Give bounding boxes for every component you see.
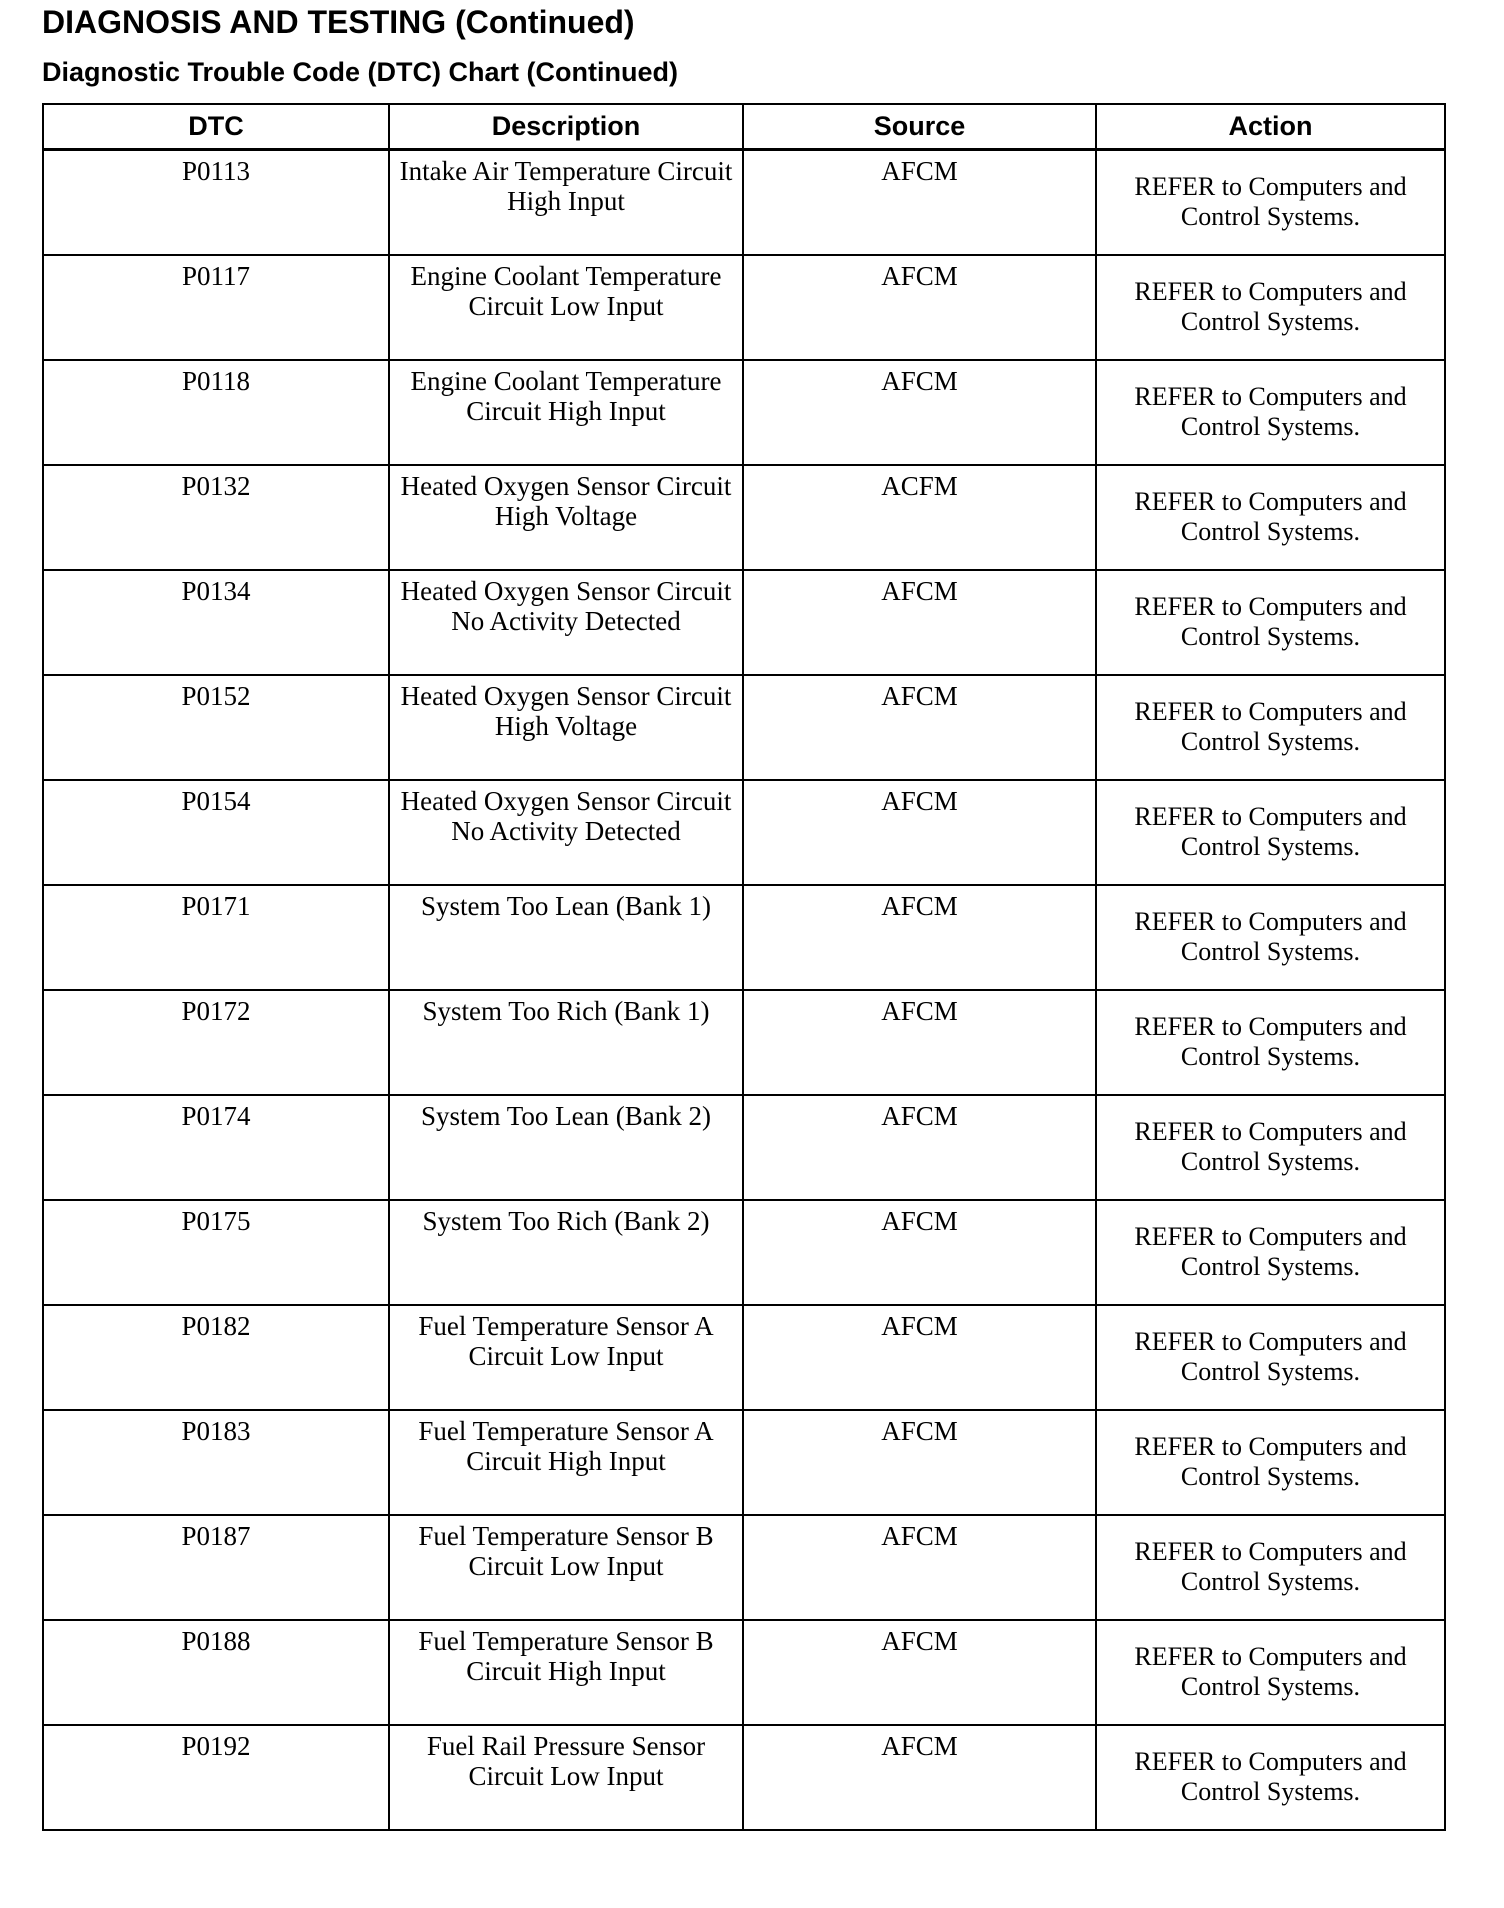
column-header-source: Source [743, 104, 1096, 150]
action-cell: REFER to Computers and Control Systems. [1096, 1515, 1445, 1620]
action-cell: REFER to Computers and Control Systems. [1096, 255, 1445, 360]
dtc-cell: P0134 [43, 570, 389, 675]
description-cell: System Too Lean (Bank 2) [389, 1095, 743, 1200]
dtc-cell: P0117 [43, 255, 389, 360]
table-row [43, 1095, 1445, 1200]
description-cell: Heated Oxygen Sensor Circuit No Activity Detected [389, 570, 743, 675]
table-row [43, 465, 1445, 570]
dtc-cell: P0118 [43, 360, 389, 465]
table-row [43, 1200, 1445, 1305]
action-cell: REFER to Computers and Control Systems. [1096, 1305, 1445, 1410]
description-cell: Engine Coolant Temperature Circuit Low Input [389, 255, 743, 360]
description-cell: Heated Oxygen Sensor Circuit High Voltage [389, 465, 743, 570]
source-cell: AFCM [743, 150, 1096, 255]
source-cell: AFCM [743, 1305, 1096, 1410]
source-cell: AFCM [743, 360, 1096, 465]
source-cell: ACFM [743, 465, 1096, 570]
dtc-cell: P0154 [43, 780, 389, 885]
table-row [43, 1725, 1445, 1830]
description-cell: Fuel Temperature Sensor A Circuit Low Input [389, 1305, 743, 1410]
chart-title: Diagnostic Trouble Code (DTC) Chart (Continued) [42, 57, 678, 87]
action-cell: REFER to Computers and Control Systems. [1096, 675, 1445, 780]
table-row [43, 1410, 1445, 1515]
dtc-cell: P0183 [43, 1410, 389, 1515]
source-cell: AFCM [743, 1095, 1096, 1200]
dtc-cell: P0113 [43, 150, 389, 255]
action-cell: REFER to Computers and Control Systems. [1096, 150, 1445, 255]
action-cell: REFER to Computers and Control Systems. [1096, 1725, 1445, 1830]
description-cell: Fuel Temperature Sensor A Circuit High Input [389, 1410, 743, 1515]
dtc-cell: P0192 [43, 1725, 389, 1830]
source-cell: AFCM [743, 1725, 1096, 1830]
description-cell: Fuel Temperature Sensor B Circuit Low Input [389, 1515, 743, 1620]
column-header-dtc: DTC [43, 104, 389, 150]
page-title: DIAGNOSIS AND TESTING (Continued) [42, 4, 635, 40]
description-cell: System Too Rich (Bank 2) [389, 1200, 743, 1305]
table-row [43, 885, 1445, 990]
action-cell: REFER to Computers and Control Systems. [1096, 1200, 1445, 1305]
table-row [43, 1305, 1445, 1410]
description-cell: System Too Lean (Bank 1) [389, 885, 743, 990]
description-cell: Engine Coolant Temperature Circuit High Input [389, 360, 743, 465]
column-header-description: Description [389, 104, 743, 150]
source-cell: AFCM [743, 990, 1096, 1095]
table-header-row [43, 104, 1445, 150]
action-cell: REFER to Computers and Control Systems. [1096, 885, 1445, 990]
source-cell: AFCM [743, 1410, 1096, 1515]
dtc-cell: P0132 [43, 465, 389, 570]
dtc-cell: P0188 [43, 1620, 389, 1725]
dtc-table [42, 103, 1446, 1831]
source-cell: AFCM [743, 1620, 1096, 1725]
description-cell: System Too Rich (Bank 1) [389, 990, 743, 1095]
dtc-cell: P0171 [43, 885, 389, 990]
description-cell: Heated Oxygen Sensor Circuit High Voltage [389, 675, 743, 780]
description-cell: Fuel Temperature Sensor B Circuit High Input [389, 1620, 743, 1725]
source-cell: AFCM [743, 780, 1096, 885]
column-header-action: Action [1096, 104, 1445, 150]
action-cell: REFER to Computers and Control Systems. [1096, 570, 1445, 675]
source-cell: AFCM [743, 885, 1096, 990]
dtc-cell: P0152 [43, 675, 389, 780]
table-row [43, 360, 1445, 465]
table-body [43, 150, 1445, 1830]
action-cell: REFER to Computers and Control Systems. [1096, 1095, 1445, 1200]
source-cell: AFCM [743, 1200, 1096, 1305]
action-cell: REFER to Computers and Control Systems. [1096, 465, 1445, 570]
dtc-cell: P0174 [43, 1095, 389, 1200]
source-cell: AFCM [743, 675, 1096, 780]
dtc-cell: P0172 [43, 990, 389, 1095]
table-row [43, 1620, 1445, 1725]
action-cell: REFER to Computers and Control Systems. [1096, 360, 1445, 465]
table-row [43, 255, 1445, 360]
source-cell: AFCM [743, 1515, 1096, 1620]
source-cell: AFCM [743, 570, 1096, 675]
action-cell: REFER to Computers and Control Systems. [1096, 1410, 1445, 1515]
table-row [43, 1515, 1445, 1620]
action-cell: REFER to Computers and Control Systems. [1096, 990, 1445, 1095]
description-cell: Intake Air Temperature Circuit High Input [389, 150, 743, 255]
table-row [43, 990, 1445, 1095]
table-row [43, 780, 1445, 885]
table-row [43, 570, 1445, 675]
description-cell: Fuel Rail Pressure Sensor Circuit Low Input [389, 1725, 743, 1830]
source-cell: AFCM [743, 255, 1096, 360]
dtc-cell: P0182 [43, 1305, 389, 1410]
action-cell: REFER to Computers and Control Systems. [1096, 780, 1445, 885]
table-row [43, 150, 1445, 255]
table-row [43, 675, 1445, 780]
dtc-cell: P0187 [43, 1515, 389, 1620]
description-cell: Heated Oxygen Sensor Circuit No Activity Detected [389, 780, 743, 885]
dtc-cell: P0175 [43, 1200, 389, 1305]
action-cell: REFER to Computers and Control Systems. [1096, 1620, 1445, 1725]
